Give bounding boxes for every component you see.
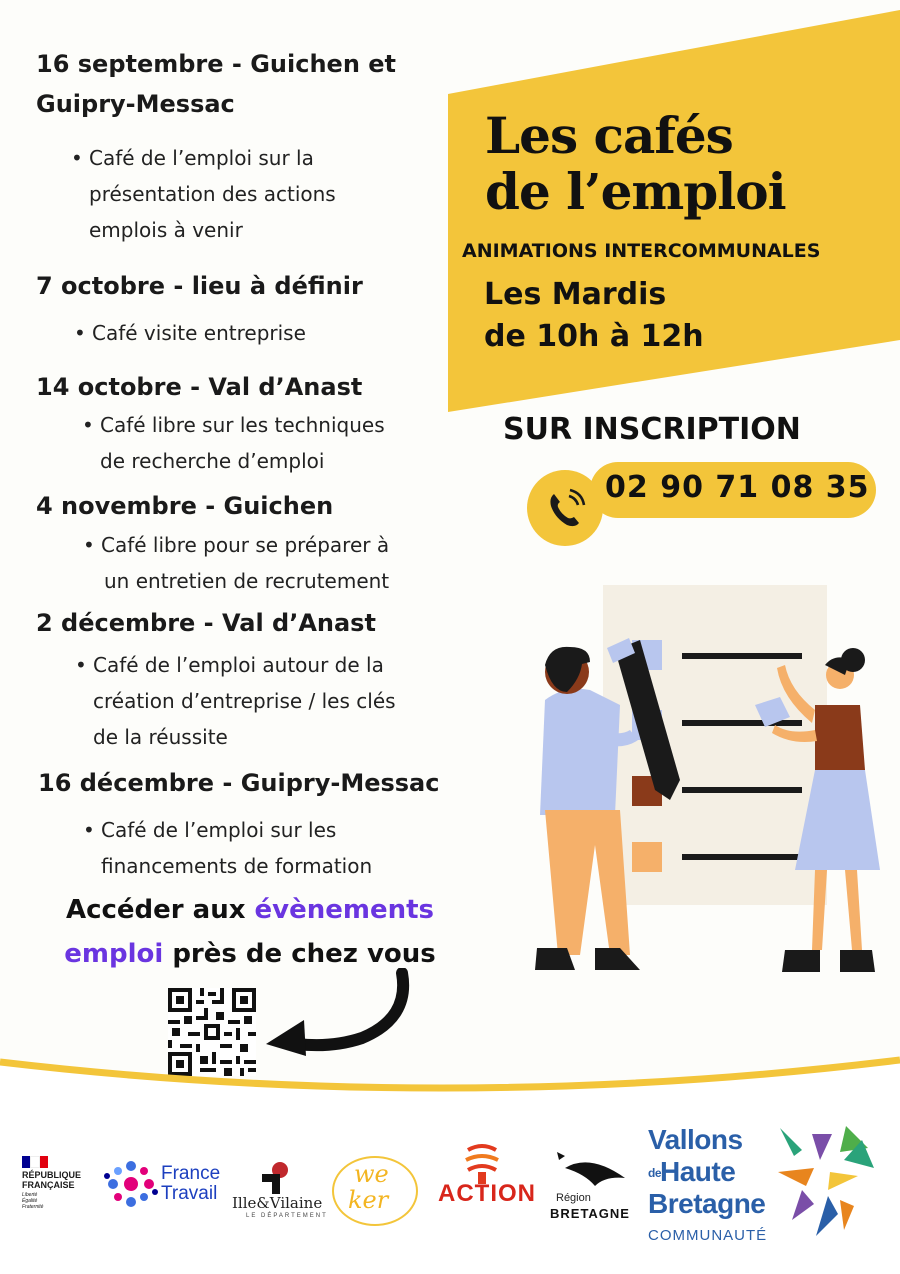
ille-et-vilaine-icon [258,1160,294,1194]
footer-wave [0,1050,900,1120]
ille-et-vilaine-logo: Ille&Vilaine [232,1194,323,1212]
action-logo: ACTION [438,1180,536,1207]
event-date: 16 septembre - Guichen et [36,50,397,78]
checklist-illustration [515,580,885,980]
region-bretagne-logo: Région [556,1192,591,1204]
bullet-icon: • [83,533,95,557]
poster-subtitle: ANIMATIONS INTERCOMMUNALES [462,240,821,262]
event-date-cont: Guipry-Messac [36,90,235,118]
poster-title: Les cafés de l’emploi [485,106,786,221]
arrow-icon [262,968,422,1058]
bullet-icon: • [82,413,94,437]
france-travail-icon [103,1156,159,1212]
event-date: 4 novembre - Guichen [36,492,334,520]
weker-logo: we ker [332,1156,418,1226]
republique-francaise-logo: RÉPUBLIQUE FRANÇAISE Liberté Égalité Fraternité [22,1156,81,1210]
event-description: • Café de l’emploi sur les financements de formation [101,812,446,884]
event-description: • Café de l’emploi autour de la création d’entreprise / les clés de la réussite [93,647,445,755]
event-date: 2 décembre - Val d’Anast [36,609,376,637]
bullet-icon: • [75,653,87,677]
event-date: 7 octobre - lieu à définir [36,272,363,300]
event-description: • Café visite entreprise [92,315,422,351]
cta-highlight[interactable]: emploi [64,939,164,969]
registration-label: SUR INSCRIPTION [503,412,801,447]
bullet-icon: • [71,146,83,170]
cta-highlight[interactable]: évènements [254,895,435,925]
event-description: • Café libre sur les techniques de recherche d’emploi [100,407,430,479]
region-bretagne-icon [555,1148,631,1192]
phone-number[interactable]: 02 90 71 08 35 [605,470,870,505]
event-date: 16 décembre - Guipry-Messac [38,769,440,797]
event-description: • Café de l’emploi sur la présentation des actions emplois à venir [89,140,417,248]
bullet-icon: • [83,818,95,842]
phone-icon [527,470,603,546]
schedule-time: Les Mardis de 10h à 12h [484,277,704,354]
vallons-haute-bretagne-logo: Vallons deHaute Bretagne COMMUNAUTÉ [648,1124,768,1244]
france-travail-logo: France Travail [161,1163,221,1204]
events-cta: Accéder aux évènements emploi près de chez vous [64,895,436,969]
bullet-icon: • [74,321,86,345]
event-date: 14 octobre - Val d’Anast [36,373,363,401]
action-icon [462,1142,502,1184]
vallons-haute-bretagne-icon [772,1120,882,1240]
event-description: • Café libre pour se préparer à un entretien de recrutement [101,527,441,599]
